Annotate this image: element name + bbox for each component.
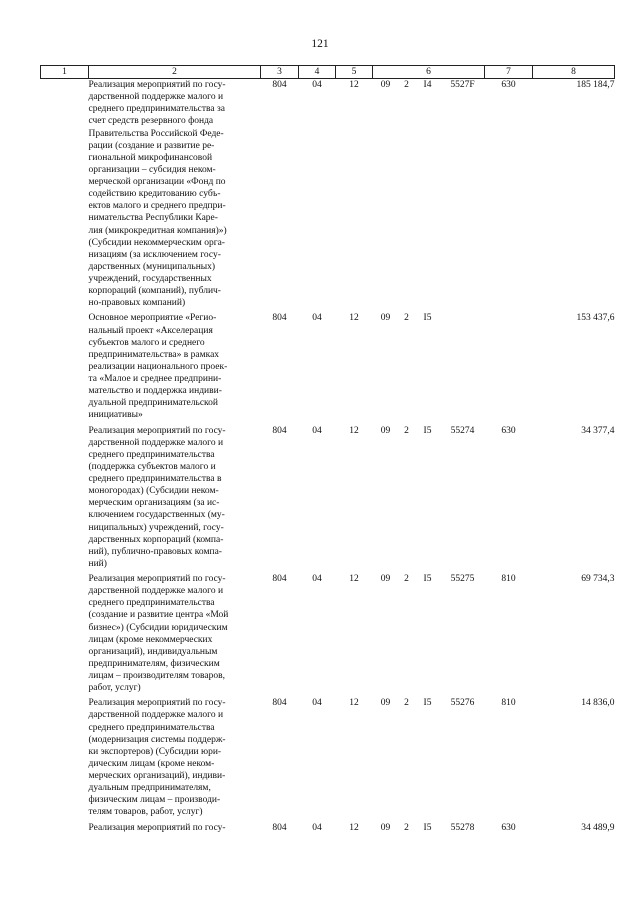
header-cell: 3 [261, 66, 299, 79]
expense-type-cell: 810 [501, 574, 516, 584]
description-line: дарственной поддержке малого и [88, 710, 224, 721]
row-description [89, 422, 261, 571]
header-cell: 7 [485, 66, 533, 79]
section-code-cell: 04 [312, 313, 322, 324]
subsection-code-cell: 12 [349, 822, 359, 833]
program-code-cell: 09 [380, 574, 391, 584]
expense-type-cell [485, 309, 533, 421]
description-line: (создание и развитие центра «Мой [88, 610, 229, 621]
row-description [89, 570, 261, 694]
ministry-code-cell: 804 [272, 313, 287, 324]
description-line: Реализация мероприятий по госу- [88, 698, 226, 709]
row-number-cell [41, 309, 89, 421]
project-code-cell: I5 [423, 425, 432, 436]
table-row [41, 422, 615, 571]
subprogram-code-cell: 2 [404, 822, 409, 833]
project-code-cell: I5 [423, 574, 432, 584]
description-line: (модернизация системы поддерж- [88, 734, 226, 745]
row-number-cell [41, 819, 89, 834]
budget-table [40, 65, 615, 834]
description-line: но-правовых компаний) [88, 298, 186, 309]
header-cell: 2 [89, 66, 261, 79]
subprogram-code-cell: 2 [404, 574, 409, 584]
subprogram-code-cell: 2 [404, 698, 409, 709]
description-line: (Субсидии некоммерческим орга- [88, 237, 225, 248]
description-line: субъектов малого и среднего [88, 337, 205, 348]
expense-type-cell: 630 [501, 425, 516, 436]
description-line: ний) [88, 558, 107, 569]
header-cell: 5 [336, 66, 373, 79]
amount-cell: 14 836,0 [581, 698, 615, 709]
row-description [89, 694, 261, 818]
description-line: среднего предпринимательства [88, 722, 215, 733]
header-cell: 1 [41, 66, 89, 79]
direction-code-cell: 55276 [450, 698, 475, 709]
description-line: дарственной поддержке малого и [88, 92, 224, 103]
program-code-cell: 09 [380, 425, 391, 436]
description-line: моногородах) (Субсидии неком- [88, 486, 219, 497]
direction-code-cell: 55274 [450, 425, 475, 436]
row-number-cell [41, 422, 89, 571]
description-line: дарственной поддержке малого и [88, 437, 224, 448]
subsection-code-cell: 12 [349, 698, 359, 709]
direction-code-cell: 55278 [450, 822, 475, 833]
description-line: лия (микрокредитная компания)») [88, 225, 227, 236]
expense-type-cell: 810 [501, 698, 516, 709]
header-cell: 6 [373, 66, 485, 79]
row-number-cell [41, 79, 89, 310]
program-code-cell: 09 [380, 80, 391, 90]
ministry-code-cell: 804 [272, 698, 287, 709]
header-cell: 8 [533, 66, 615, 79]
table-row [41, 570, 615, 694]
section-code-cell: 04 [312, 425, 322, 436]
description-line: содействию кредитованию субъ- [88, 189, 221, 200]
subsection-code-cell: 12 [349, 80, 359, 90]
subsection-code-cell: 12 [349, 313, 359, 324]
description-line: Реализация мероприятий по госу- [88, 574, 226, 584]
description-line: дуальной предпринимательской [88, 398, 219, 409]
description-line: дарственных (муниципальных) [88, 261, 216, 272]
description-line: нимательства Республики Карe- [88, 213, 218, 224]
description-line: Основное мероприятие «Регио- [88, 313, 217, 324]
description-line: организации – субсидия неком- [88, 164, 216, 175]
row-description [89, 309, 261, 421]
row-description [89, 819, 261, 834]
description-line: реализации национального проек- [88, 361, 228, 372]
section-code-cell: 04 [312, 698, 322, 709]
description-line: инициативы» [88, 410, 143, 421]
amount-cell: 185 184,7 [576, 80, 615, 90]
description-line: Реализация мероприятий по госу- [88, 822, 226, 833]
table-row [41, 309, 615, 421]
description-line: мательство и поддержка индиви- [88, 386, 222, 397]
description-line: организаций), индивидуальным [88, 646, 218, 657]
section-code-cell: 04 [312, 80, 322, 90]
description-line: Правительства Российской Феде- [88, 128, 224, 139]
row-number-cell [41, 570, 89, 694]
description-line: ний), публично-правовых компа- [88, 546, 222, 557]
ministry-code-cell: 804 [272, 80, 287, 90]
program-code-cell: 09 [380, 313, 391, 324]
description-line: гиональной микрофинансовой [88, 152, 213, 163]
description-line: дарственной поддержке малого и [88, 586, 224, 597]
description-line: среднего предпринимательства [88, 598, 215, 609]
direction-code-cell: 5527F [450, 80, 475, 90]
description-line: лицам – производителям товаров, [88, 671, 225, 681]
description-line: ки экспортеров) (Субсидии юри- [88, 746, 222, 757]
subprogram-code-cell: 2 [404, 313, 409, 324]
header-cell: 4 [299, 66, 336, 79]
project-code-cell: I5 [423, 822, 432, 833]
description-line: ниципальных) учреждений, госу- [88, 522, 224, 533]
section-code-cell: 04 [312, 574, 322, 584]
description-line: счет средств резервного фонда [88, 116, 214, 127]
project-code-cell: I5 [423, 313, 432, 324]
description-line: низациям (за исключением госу- [88, 249, 221, 260]
amount-cell: 153 437,6 [576, 313, 615, 324]
description-line: мерческих организаций), индиви- [88, 771, 226, 781]
table-body [41, 66, 615, 834]
description-line: рации (создание и развитие ре- [88, 140, 215, 151]
description-line: мерческим организациям (за ис- [88, 498, 220, 509]
ministry-code-cell: 804 [272, 822, 287, 833]
description-line: (поддержка субъектов малого и [88, 461, 216, 472]
description-line: среднего предпринимательства за [88, 104, 225, 115]
expense-type-cell: 630 [501, 822, 516, 833]
table-row [41, 694, 615, 818]
amount-cell: 34 489,9 [581, 822, 615, 833]
description-line: учреждений, государственных [88, 274, 212, 284]
description-line: лицам (кроме некоммерческих [88, 634, 213, 645]
amount-cell: 69 734,3 [581, 574, 615, 584]
ministry-code-cell: 804 [272, 574, 287, 584]
direction-code-cell: 55275 [450, 574, 475, 584]
description-line: та «Малое и среднее предприни- [88, 374, 222, 384]
description-line: среднего предпринимательства в [88, 474, 222, 484]
program-code-cell: 09 [380, 698, 391, 709]
description-line: телям товаров, работ, услуг) [88, 807, 203, 818]
description-line: предпринимателям, физическим [88, 658, 220, 669]
description-line: дическим лицам (кроме неком- [88, 758, 215, 769]
project-code-cell: I4 [423, 80, 432, 90]
amount-cell: 34 377,4 [581, 425, 615, 436]
subprogram-code-cell: 2 [404, 425, 409, 436]
description-line: физическим лицам – производи- [88, 795, 221, 806]
description-line: предпринимательства» в рамках [88, 349, 220, 360]
ministry-code-cell: 804 [272, 425, 287, 436]
page-number: 121 [311, 38, 329, 50]
description-line: мерческой организации «Фонд по [88, 177, 226, 187]
description-line: среднего предпринимательства [88, 449, 215, 460]
subprogram-code-cell: 2 [404, 80, 409, 90]
description-line: работ, услуг) [88, 683, 141, 694]
subsection-code-cell: 12 [349, 574, 359, 584]
section-code-cell: 04 [312, 822, 322, 833]
description-line: Реализация мероприятий по госу- [88, 80, 226, 90]
description-line: корпораций (компаний), публич- [88, 286, 221, 297]
table-row [41, 79, 615, 310]
project-code-cell: I5 [423, 698, 432, 709]
row-description [89, 79, 261, 310]
table-row [41, 819, 615, 834]
direction-code-cell [441, 309, 485, 421]
expense-type-cell: 630 [501, 80, 516, 90]
description-line: Реализация мероприятий по госу- [88, 425, 226, 436]
subsection-code-cell: 12 [349, 425, 359, 436]
program-code-cell: 09 [380, 822, 391, 833]
header-row [41, 66, 615, 79]
description-line: дуальным предпринимателям, [88, 783, 211, 794]
description-line: ключением государственных (му- [88, 510, 225, 521]
description-line: нальный проект «Акселерация [88, 325, 213, 336]
description-line: ектов малого и среднего предпри- [88, 201, 226, 212]
description-line: бизнес») (Субсидии юридическим [88, 622, 228, 633]
row-number-cell [41, 694, 89, 818]
description-line: дарственных корпораций (компа- [88, 534, 224, 545]
